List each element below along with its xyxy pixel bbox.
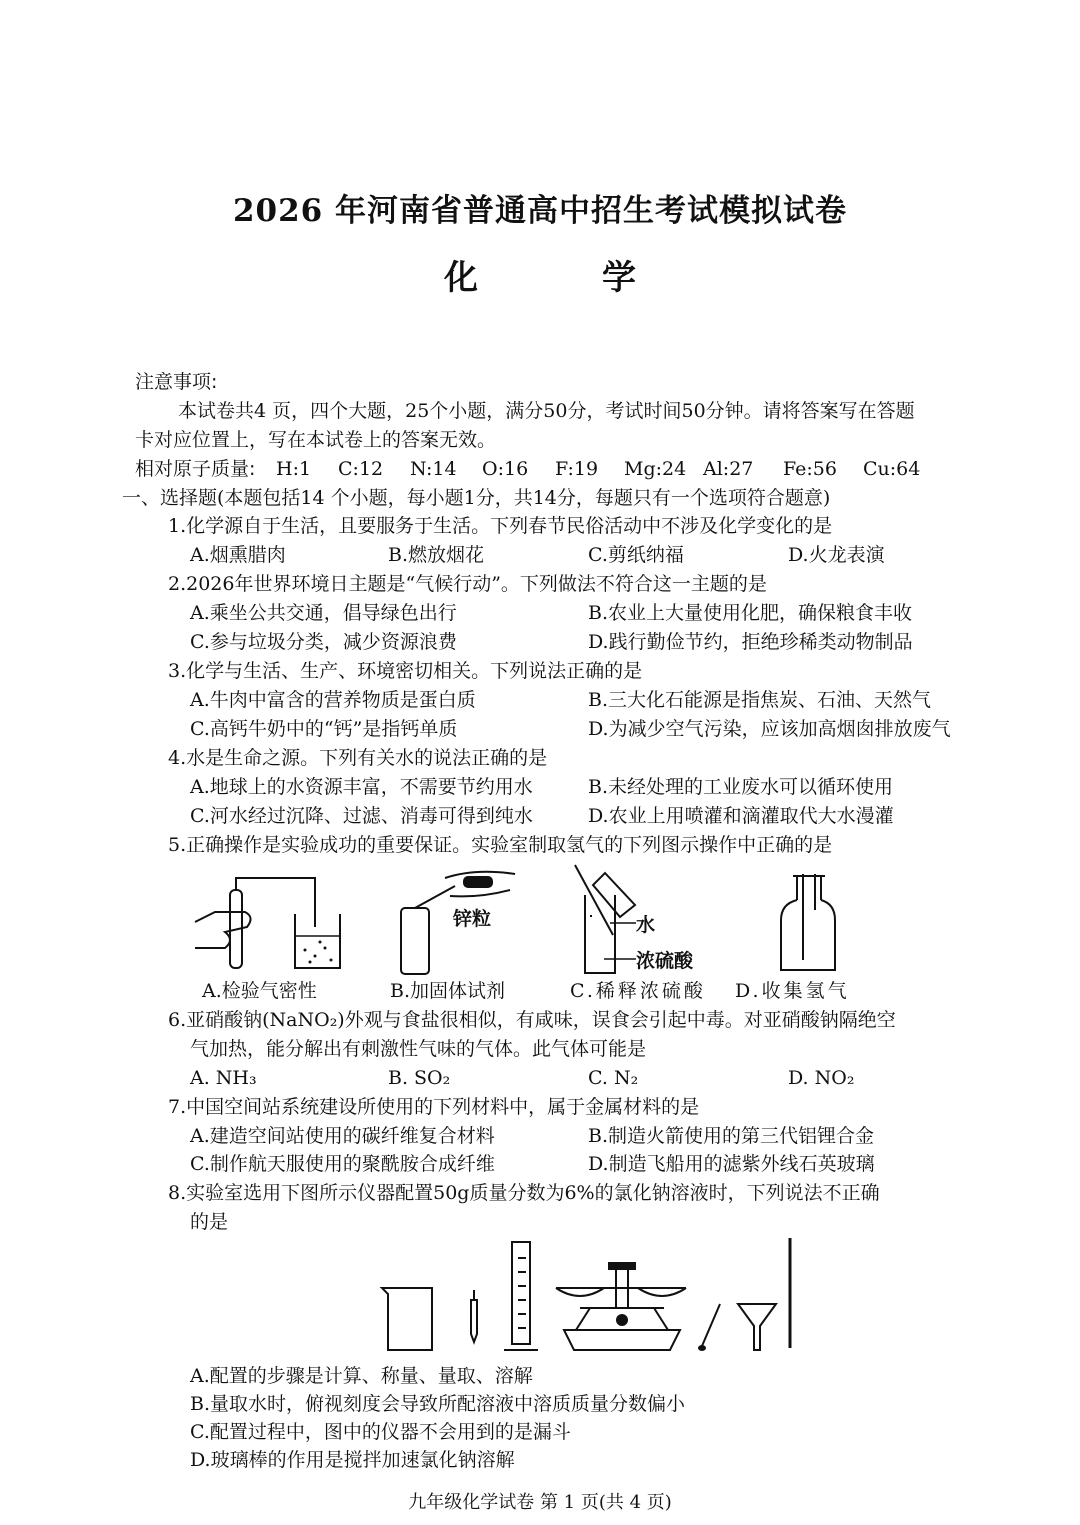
subject-char-2: 学: [602, 258, 636, 298]
subject-title: [0, 250, 1080, 299]
label-zinc-granules: 锌粒: [453, 908, 492, 930]
q1-option-c: C.剪纸纳福: [588, 544, 684, 566]
question-5-stem: 5.正确操作是实验成功的重要保证。实验室制取氢气的下列图示操作中正确的是: [168, 834, 833, 856]
figure-c-pointers: [600, 915, 640, 965]
q2-option-a: A.乘坐公共交通，倡导绿色出行: [190, 602, 457, 624]
question-8-stem-line-2: 的是: [190, 1211, 229, 1233]
label-water: 水: [636, 914, 656, 936]
atomic-mass-mg: Mg:24: [624, 458, 687, 480]
question-2-stem: 2.2026年世界环境日主题是“气候行动”。下列做法不符合这一主题的是: [168, 573, 767, 595]
q1-option-a: A.烟熏腊肉: [190, 544, 286, 566]
q4-option-d: D.农业上用喷灌和滴灌取代大水漫灌: [588, 805, 894, 827]
section-1-heading: 一、选择题(本题包括14 个小题，每小题1分，共14分，每题只有一个选项符合题意): [122, 487, 831, 509]
question-1-stem: 1.化学源自于生活，且要服务于生活。下列春节民俗活动中不涉及化学变化的是: [168, 515, 833, 537]
q6-option-a: A. NH₃: [190, 1067, 257, 1089]
atomic-mass-c: C:12: [338, 458, 384, 480]
notice-line-2: 卡对应位置上，写在本试卷上的答案无效。: [135, 429, 497, 451]
q5-option-a: A.检验气密性: [202, 980, 317, 1002]
question-4-stem: 4.水是生命之源。下列有关水的说法正确的是: [168, 747, 548, 769]
question-6-stem-line-2: 气加热，能分解出有刺激性气味的气体。此气体可能是: [190, 1038, 647, 1060]
q3-option-d: D.为减少空气污染，应该加高烟囱排放废气: [588, 718, 951, 740]
q3-option-b: B.三大化石能源是指焦炭、石油、天然气: [588, 689, 932, 711]
q2-option-b: B.农业上大量使用化肥，确保粮食丰收: [588, 602, 913, 624]
q8-option-c: C.配置过程中，图中的仪器不会用到的是漏斗: [190, 1421, 571, 1443]
q5-option-c: C.稀释浓硫酸: [570, 980, 706, 1002]
figure-collect-gas-bottle: [775, 870, 845, 975]
q5-option-b: B.加固体试剂: [390, 980, 506, 1002]
q6-option-c: C. N₂: [588, 1067, 639, 1089]
q4-option-a: A.地球上的水资源丰富，不需要节约用水: [190, 776, 533, 798]
page-footer: 九年级化学试卷 第 1 页(共 4 页): [408, 1492, 672, 1513]
q4-option-c: C.河水经过沉降、过滤、消毒可得到纯水: [190, 805, 533, 827]
q6-option-b: B. SO₂: [388, 1067, 451, 1089]
q1-option-d: D.火龙表演: [788, 544, 885, 566]
q8-option-b: B.量取水时，俯视刻度会导致所配溶液中溶质质量分数偏小: [190, 1393, 686, 1415]
subject-char-1: 化: [444, 258, 478, 298]
atomic-mass-f: F:19: [555, 458, 599, 480]
q7-option-a: A.建造空间站使用的碳纤维复合材料: [190, 1125, 495, 1147]
q1-option-b: B.燃放烟花: [388, 544, 485, 566]
q7-option-c: C.制作航天服使用的聚酰胺合成纤维: [190, 1153, 495, 1175]
q8-option-a: A.配置的步骤是计算、称量、量取、溶解: [190, 1365, 533, 1387]
q6-option-d: D. NO₂: [788, 1067, 855, 1089]
notice-line-1: 本试卷共4 页，四个大题，25个小题，满分50分，考试时间50分钟。请将答案写在答题: [178, 400, 915, 422]
q2-option-d: D.践行勤俭节约，拒绝珍稀类动物制品: [588, 631, 913, 653]
exam-title: 2026 年河南省普通高中招生考试模拟试卷: [232, 193, 848, 229]
atomic-mass-label: 相对原子质量:: [135, 458, 256, 480]
q2-option-c: C.参与垃圾分类，减少资源浪费: [190, 631, 457, 653]
atomic-mass-o: O:16: [482, 458, 529, 480]
figure-apparatus-set: [380, 1238, 800, 1358]
atomic-mass-h: H:1: [276, 458, 312, 480]
notice-heading: 注意事项:: [135, 371, 218, 393]
q7-option-d: D.制造飞船用的滤紫外线石英玻璃: [588, 1153, 875, 1175]
label-conc-sulfuric-acid: 浓硫酸: [636, 950, 694, 972]
atomic-mass-al: Al:27: [703, 458, 754, 480]
atomic-mass-cu: Cu:64: [863, 458, 921, 480]
question-3-stem: 3.化学与生活、生产、环境密切相关。下列说法正确的是: [168, 660, 643, 682]
q7-option-b: B.制造火箭使用的第三代铝锂合金: [588, 1125, 875, 1147]
q8-option-d: D.玻璃棒的作用是搅拌加速氯化钠溶解: [190, 1449, 515, 1471]
q5-option-d: D.收集氢气: [735, 980, 850, 1002]
atomic-mass-fe: Fe:56: [783, 458, 837, 480]
q3-option-c: C.高钙牛奶中的“钙”是指钙单质: [190, 718, 458, 740]
question-6-stem-line-1: 6.亚硝酸钠(NaNO₂)外观与食盐很相似，有咸味，误食会引起中毒。对亚硝酸钠隔绝空: [168, 1009, 896, 1031]
q4-option-b: B.未经处理的工业废水可以循环使用: [588, 776, 894, 798]
question-7-stem: 7.中国空间站系统建设所使用的下列材料中，属于金属材料的是: [168, 1096, 700, 1118]
atomic-mass-n: N:14: [410, 458, 457, 480]
q3-option-a: A.牛肉中富含的营养物质是蛋白质: [190, 689, 476, 711]
figure-airtightness-check: [195, 872, 345, 972]
question-8-stem-line-1: 8.实验室选用下图所示仪器配置50g质量分数为6%的氯化钠溶液时，下列说法不正确: [168, 1182, 880, 1204]
